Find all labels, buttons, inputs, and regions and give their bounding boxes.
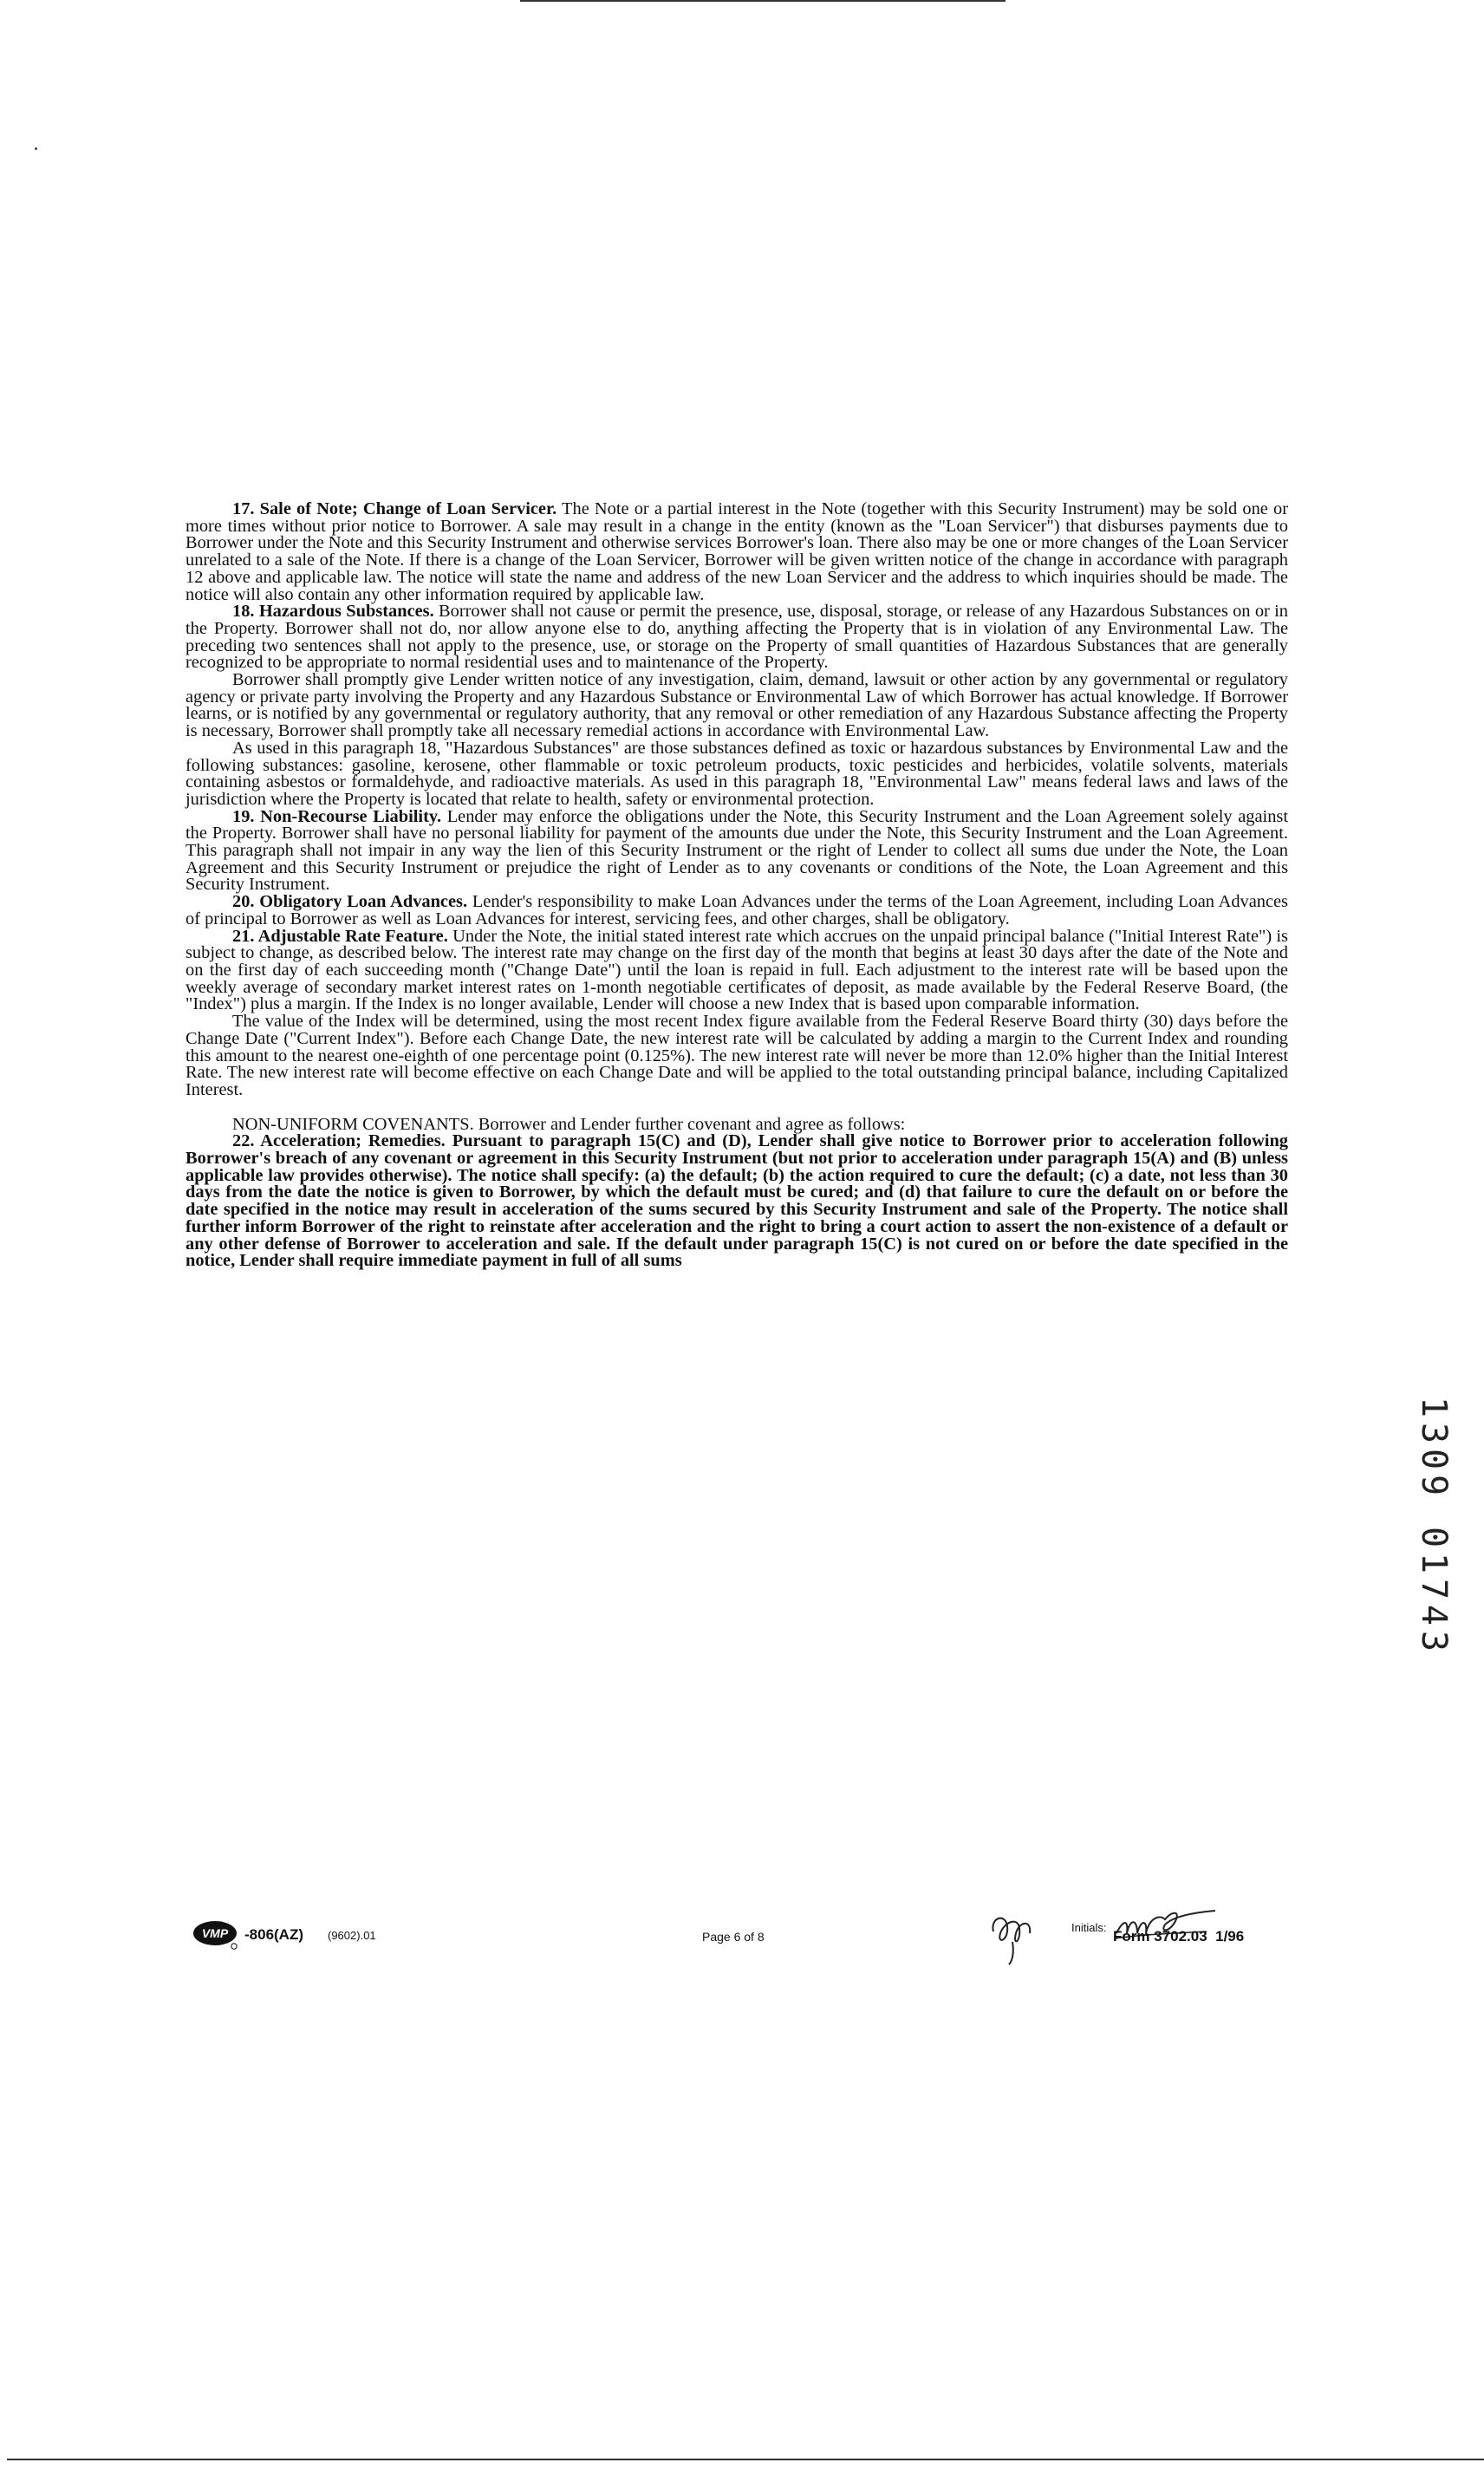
stamp-digit: 0 bbox=[1414, 1526, 1454, 1548]
paragraph-17 bbox=[186, 501, 1288, 603]
paragraph-text: The value of the Index will be determined, using the most recent Index figure available from the Federal Reserve Board thirty (30) days before the Change Date ("Current Index"). Before each Change Date, the new interest rate will be calculated by adding a margin to the Current Index and rounding this amount to the nearest one-eighth of one percentage point (0.125%). The new interest rate will never be more than 12.0% higher than the Initial Interest Rate. The new interest rate will become effective on each Change Date and will be applied to the total outstanding principal balance, including Capitalized Interest. bbox=[186, 1012, 1288, 1099]
top-rule bbox=[520, 0, 1006, 2]
stamp-digit: 7 bbox=[1414, 1578, 1454, 1600]
paragraph-19 bbox=[186, 806, 1289, 895]
paragraph-heading: 21. Adjustable Rate Feature. bbox=[232, 926, 448, 946]
paragraph-text: 22. Acceleration; Remedies. Pursuant to paragraph 15(C) and (D), Lender shall give notice to Borrower prior to acceleration following Borrower's breach of any covenant or agreement in this Security Instrument (but not prior to acceleration under paragraph 15(A) and (B) unless applicable law provides otherwise). The notice shall specify: (a) the default; (b) the action required to cure the default; (c) a date, not less than 30 days from the date the notice is given to Borrower, by which the default must be cured; and (d) that failure to cure the default on or before the date specified in the notice may result in acceleration of the sums secured by this Security Instrument and sale of the Property. The notice shall further inform Borrower of the right to reinstate after acceleration and the right to bring a court action to assert the non-existence of a default or any other defense of Borrower to acceleration and sale. If the default under paragraph 15(C) is not cured on or before the date specified in the notice, Lender shall require immediate payment in full of all sums bbox=[186, 1131, 1288, 1271]
page-number: Page 6 of 8 bbox=[702, 1930, 765, 1944]
paragraph-22 bbox=[186, 1133, 1288, 1270]
paragraph-text: Lender's responsibility to make Loan Advances under the terms of the Loan Agreement, including Loan Advances of principal to Borrower as well as Loan Advances for interest, servicing fees, and other charges, shall be obligatory. bbox=[186, 892, 1288, 928]
paragraph-heading: 20. Obligatory Loan Advances. bbox=[232, 892, 468, 912]
page-footer bbox=[0, 1907, 1484, 1977]
paragraph-18-notice bbox=[186, 672, 1288, 740]
scan-speck bbox=[35, 147, 37, 150]
bottom-rule bbox=[7, 2459, 1484, 2460]
form-number: Form 3702.03 1/96 bbox=[1113, 1928, 1245, 1945]
paragraph-heading: 17. Sale of Note; Change of Loan Servicer. bbox=[232, 499, 557, 518]
stamp-digit: 3 bbox=[1414, 1630, 1454, 1652]
logo-text: VMP bbox=[201, 1926, 229, 1940]
paragraph-text: The Note or a partial interest in the Note (together with this Security Instrument) may be sold one or more times without prior notice to Borrower. A sale may result in a change in the entity (known as the "Loan Servicer") that disburses payments due to Borrower under the Note and this Security Instrument and otherwise services Borrower's loan. There also may be one or more changes of the Loan Servicer unrelated to a sale of the Note. If there is a change of the Loan Servicer, Borrower will be given written notice of the change in accordance with paragraph 12 above and applicable law. The notice will state the name and address of the new Loan Servicer and the address to which inquiries should be made. The notice will also contain any other information required by applicable law. bbox=[186, 499, 1288, 604]
paragraph-18-definitions bbox=[186, 740, 1288, 809]
stamp-digit: 0 bbox=[1414, 1448, 1454, 1470]
initials-label: Initials: bbox=[1071, 1921, 1107, 1934]
handwritten-initials-icon bbox=[986, 1907, 1047, 1968]
paragraph-21 bbox=[186, 928, 1288, 1014]
form-revision: (9602).01 bbox=[328, 1929, 376, 1942]
stamp-digit: 9 bbox=[1414, 1474, 1454, 1496]
stamp-digit: 1 bbox=[1414, 1552, 1454, 1574]
paragraph-18 bbox=[186, 603, 1288, 672]
paragraph-heading: 18. Hazardous Substances. bbox=[232, 602, 434, 622]
paragraph-text: Lender may enforce the obligations under the Note, this Security Instrument and the Loan Agreement solely against the Property. Borrower shall have no personal liability for payment of the amounts due under the Note, this Security Instrument and the Loan Agreement. This paragraph shall not impair in any way the lien of this Security Instrument or the right of Lender to collect all sums due under the Note, the Loan Agreement and this Security Instrument or prejudice the right of Lender as to any covenants or conditions of the Note, the Loan Agreement and this Security Instrument. bbox=[186, 806, 1289, 895]
paragraph-20 bbox=[186, 894, 1288, 928]
vmp-logo-icon bbox=[192, 1919, 241, 1951]
stamp-digit: 4 bbox=[1414, 1604, 1454, 1626]
stamp-digit: 3 bbox=[1414, 1422, 1454, 1444]
document-body bbox=[186, 501, 1288, 1270]
paragraph-text: Borrower shall promptly give Lender written notice of any investigation, claim, demand, lawsuit or other action by any governmental or regulatory agency or private party involving the Property and any Hazardous Substance or Environmental Law of which Borrower has actual knowledge. If Borrower learns, or is notified by any governmental or regulatory authority, that any removal or other remediation of any Hazardous Substance affecting the Property is necessary, Borrower shall promptly take all necessary remedial actions in accordance with Environmental Law. bbox=[186, 670, 1288, 741]
form-code: -806(AZ) bbox=[244, 1926, 304, 1943]
recording-number-stamp bbox=[1415, 1394, 1453, 1654]
paragraph-text: As used in this paragraph 18, "Hazardous Substances" are those substances defined as toxic or hazardous substances by Environmental Law and the following substances: gasoline, kerosene, other flammable or toxic petroleum products, toxic pesticides and herbicides, volatile solvents, materials containing asbestos or formaldehyde, and radioactive materials. As used in this paragraph 18, "Environmental Law" means federal laws and laws of the jurisdiction where the Property is located that relate to health, safety or environmental protection. bbox=[186, 738, 1288, 809]
paragraph-text: Borrower shall not cause or permit the presence, use, disposal, storage, or release of any Hazardous Substances on or in the Property. Borrower shall not do, nor allow anyone else to do, anything affecting the Property that is in violation of any Environmental Law. The preceding two sentences shall not apply to the presence, use, or storage on the Property of small quantities of Hazardous Substances that are generally recognized to be appropriate to normal residential uses and to maintenance of the Property. bbox=[186, 602, 1288, 673]
paragraph-text: NON-UNIFORM COVENANTS. Borrower and Lender further covenant and agree as follows: bbox=[232, 1114, 906, 1134]
paragraph-heading: 19. Non-Recourse Liability. bbox=[232, 806, 442, 826]
paragraph-text: Under the Note, the initial stated interest rate which accrues on the unpaid principal balance ("Initial Interest Rate") is subject to change, as described below. The interest rate may change on the first day of the month that begins at least 30 days after the date of the Note and on the first day of each succeeding month ("Change Date") until the loan is repaid in full. Each adjustment to the interest rate will be based upon the weekly average of secondary market interest rates on 1-month negotiable certificates of deposit, as made available by the Federal Reserve Board, (the "Index") plus a margin. If the Index is no longer available, Lender will choose a new Index that is based upon comparable information. bbox=[186, 926, 1288, 1014]
paragraph-21-index bbox=[186, 1013, 1288, 1099]
stamp-digit: 1 bbox=[1414, 1396, 1454, 1418]
